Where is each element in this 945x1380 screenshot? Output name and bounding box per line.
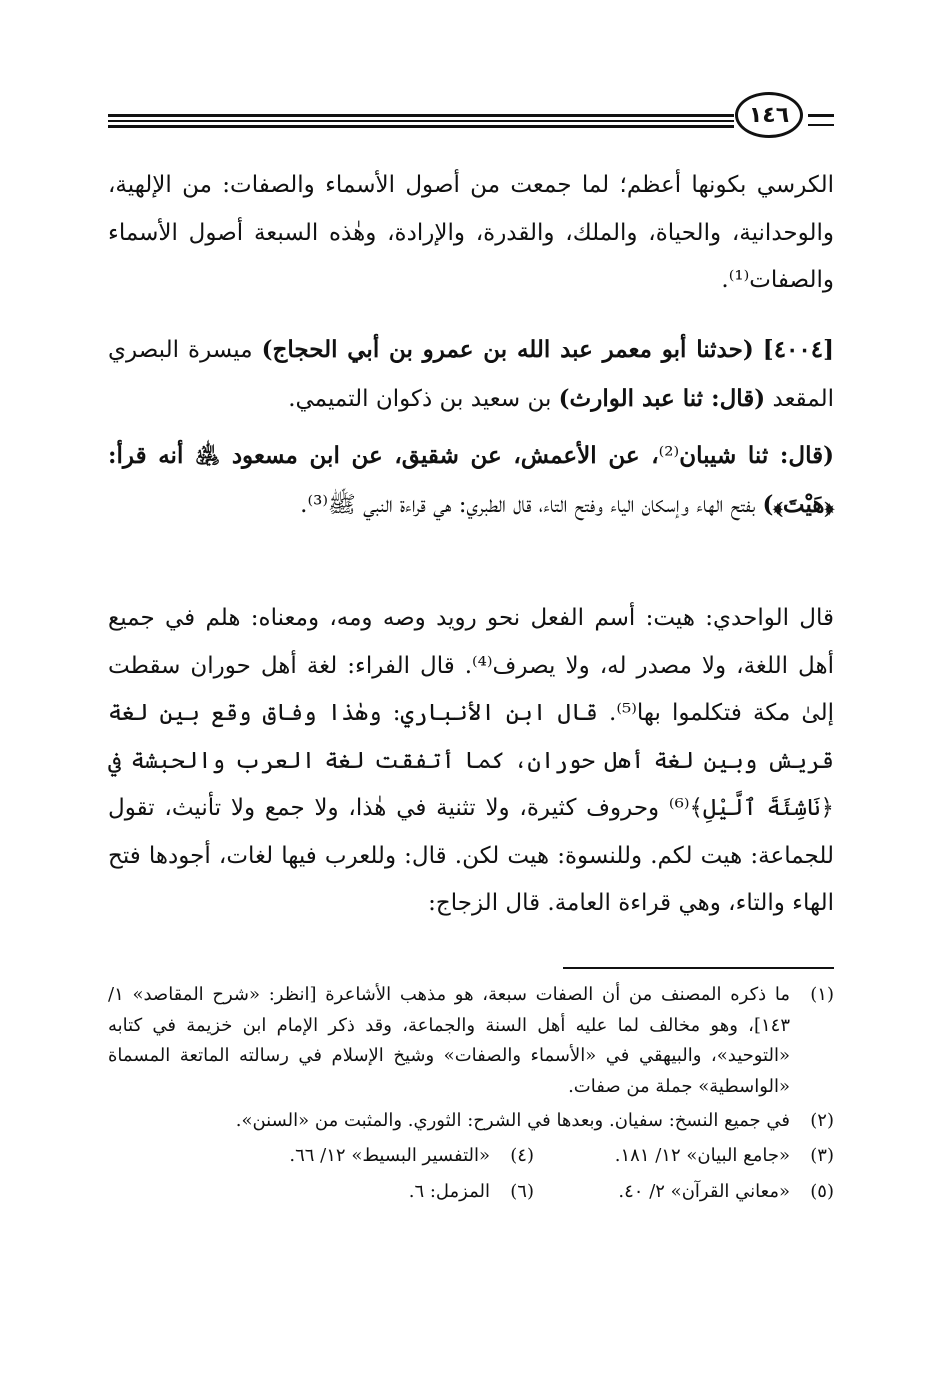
- footnote-text: «معاني القرآن» ٢/ ٤٠.: [618, 1181, 790, 1202]
- footnote-1: [108, 980, 834, 1102]
- footnote-3: [534, 1141, 834, 1172]
- chain-bold-2: ، عن الأعمش، عن شقيق، عن ابن مسعود ﵁ أنه قرأ: ﴿هَيْتَ﴾): [108, 442, 834, 518]
- footnote-ref-2: ⁽²⁾: [658, 443, 680, 469]
- page-header: [108, 92, 834, 140]
- footnote-number: (٤): [510, 1144, 534, 1166]
- isnad-rest-2: بن سعيد بن ذكوان التميمي.: [288, 385, 559, 412]
- chain-bold-1: (قال: ثنا شيبان: [679, 442, 834, 469]
- footnote-separator: [563, 967, 834, 969]
- footnote-row-3-4: [108, 1141, 834, 1172]
- footnote-2: [108, 1106, 834, 1137]
- header-rule-right-thin: [808, 124, 834, 126]
- footnote-text: ما ذكره المصنف من أن الصفات سبعة، هو مذهب الأشاعرة [انظر: «شرح المقاصد» ١/ ١٤٣]، وهو مخالف لما عليه أهل السنة والجماعة، وقد ذكر الإمام ابن خزيمة في كتابه «التوحيد»، والبيهقي في «الأسماء والصفات» وشيخ الإسلام في رسالته الماتعة المسماة «الواسطية» جملة من صفات.: [108, 984, 790, 1097]
- footnote-number: (٥): [810, 1181, 834, 1202]
- isnad-bold: (حدثنا أبو معمر عبد الله بن عمرو بن أبي الحجاج): [261, 336, 754, 363]
- isnad-qal-bold: (قال: ثنا عبد الوارث): [558, 384, 766, 412]
- footnote-number: (٢): [810, 1110, 834, 1131]
- paragraph-1: الكرسي بكونها أعظم؛ لما جمعت من أصول الأسماء والصفات: من الإلهية، والوحدانية، والحياة، والملك، والقدرة، والإرادة، وهٰذه السبعة أصول الأسماء والصفات⁽¹⁾.: [108, 172, 834, 293]
- page-number: ١٤٦: [735, 92, 803, 138]
- footnotes: [108, 980, 834, 1214]
- header-rule-thick: [108, 114, 734, 117]
- footnote-number: (٦): [510, 1181, 534, 1202]
- header-rule-thin: [108, 120, 734, 122]
- footnote-text: «جامع البيان» ١٢/ ١٨١.: [614, 1144, 790, 1166]
- footnote-text: «التفسير البسيط» ١٢/ ٦٦.: [289, 1144, 490, 1166]
- header-rule-thick-lower: [108, 125, 734, 128]
- hadith-number: [٤٠٠٤]: [762, 336, 834, 363]
- footnote-5: [534, 1177, 834, 1208]
- footnote-6: [234, 1177, 534, 1208]
- isnad-rest-1: ميسرة البصري المقعد: [108, 337, 834, 412]
- footnote-number: (١): [810, 984, 834, 1005]
- footnote-text: في جميع النسخ: سفيان. وبعدها في الشرح: الثوري. والمثبت من «السنن».: [235, 1110, 790, 1131]
- commentary-text: بفتح الهاء وإسكان الياء وفتح التاء، قال الطبري: هي قراءة النبي ﷺ⁽³⁾.: [300, 491, 763, 518]
- header-rule-right: [808, 114, 834, 117]
- footnote-text: المزمل: ٦.: [408, 1181, 490, 1202]
- footnote-number: (٣): [810, 1144, 834, 1166]
- paragraph-4: قال الواحدي: هيت: أسم الفعل نحو رويد وصه ومه، ومعناه: هلم في جميع أهل اللغة، ولا مصدر له، ولا يصرف⁽⁴⁾. قال الفراء: لغة أهل حوران سقطت إلىٰ مكة فتكلموا بها⁽⁵⁾. قال ابن الأنباري: وهٰذا وفاق وقع بين لغة قريش وبين لغة أهل حوران، كما أتفقت لغة العرب والحبشة في ﴿نَاشِئَةَ ٱلَّيْلِ﴾⁽⁶⁾ وحروف كثيرة، ولا تثنية في هٰذا، ولا جمع ولا تأنيث، تقول للجماعة: هيت لكم. وللنسوة: هيت لكن. قال: وللعرب فيها لغات، أجودها فتح الهاء والتاء، وهي قراءة العامة. قال الزجاج:: [108, 605, 834, 916]
- paragraph-3: [108, 432, 834, 529]
- paragraph-2-isnad: [108, 326, 834, 423]
- footnote-row-5-6: [108, 1177, 834, 1208]
- footnote-4: [234, 1141, 534, 1172]
